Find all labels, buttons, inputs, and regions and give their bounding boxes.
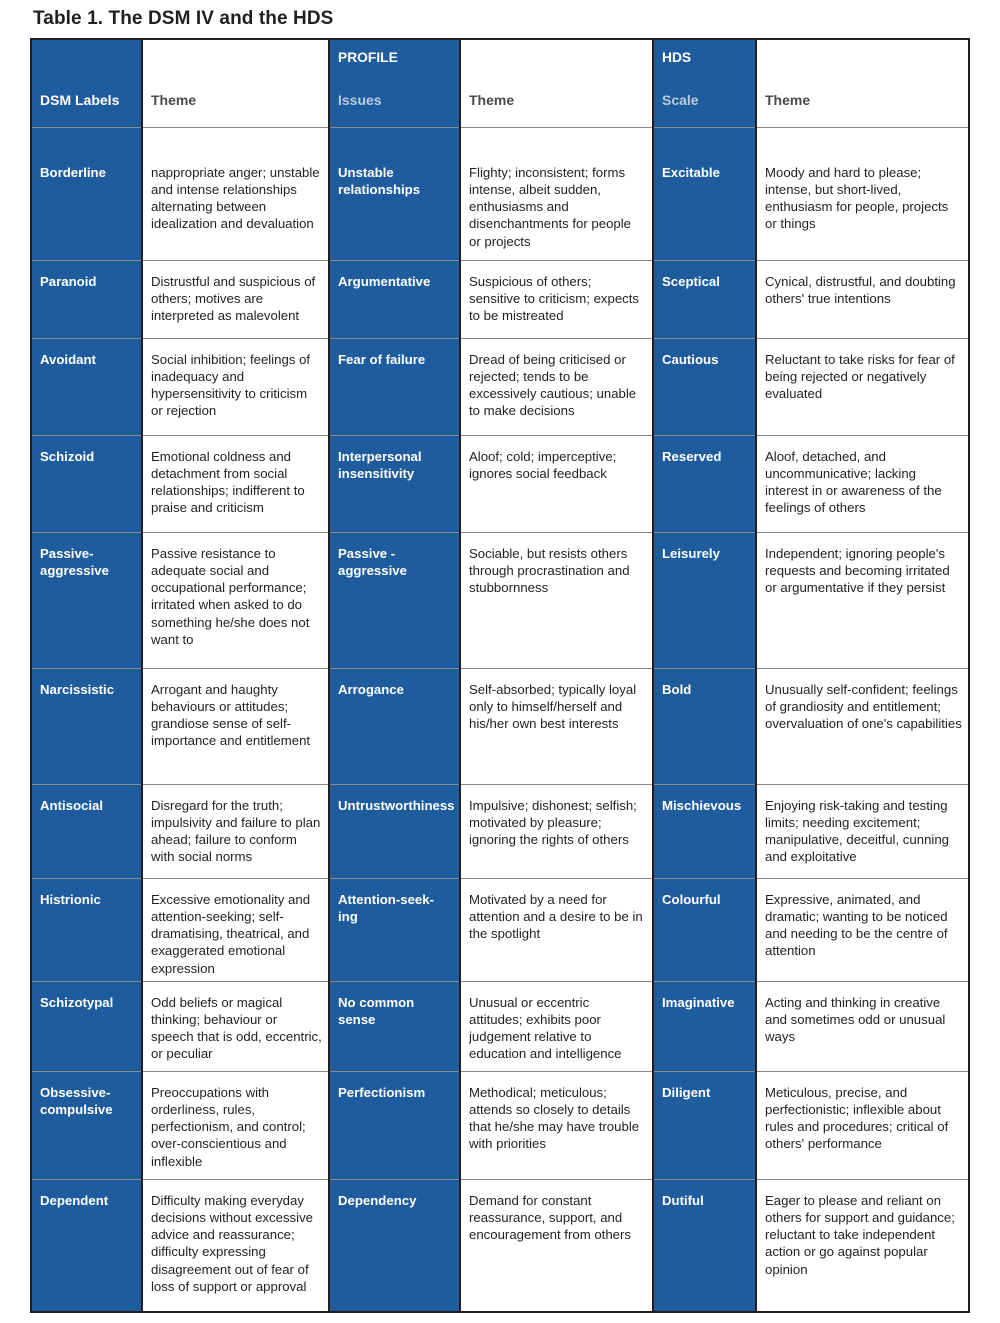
profile-theme-cell: Flighty; inconsistent; forms intense, albeit sudden, enthusiasms and disenchantments for people or projects (460, 127, 653, 260)
dsm-theme-cell: Difficulty making everyday decisions without excessive advice and reassurance; difficulty expressing disagreement out of fear of loss of support or approval (142, 1179, 329, 1312)
table-row (31, 981, 969, 1071)
dsm-label-cell: Schizoid (31, 435, 142, 532)
profile-theme-cell: Self-absorbed; typically loyal only to himself/herself and his/her own best interests (460, 668, 653, 784)
header-label: Theme (765, 92, 811, 108)
hds-scale-cell: Excitable (653, 127, 756, 260)
profile-theme-cell: Motivated by a need for attention and a desire to be in the spotlight (460, 878, 653, 981)
dsm-label-cell: Schizotypal (31, 981, 142, 1071)
hds-theme-cell: Unusually self-confident; feelings of grandiosity and entitlement; overvaluation of one's capabilities (756, 668, 969, 784)
hds-theme-cell: Independent; ignoring people's requests and becoming irritated or argumentative if they persist (756, 532, 969, 668)
dsm-theme-cell: nappropriate anger; unstable and intense relationships alternating between idealization and devaluation (142, 127, 329, 260)
profile-theme-cell: Demand for constant reassurance, support, and encouragement from others (460, 1179, 653, 1312)
dsm-theme-cell: Emotional coldness and detachment from social relationships; indifferent to praise and criticism (142, 435, 329, 532)
hds-theme-cell: Expressive, animated, and dramatic; wanting to be noticed and needing to be the centre of attention (756, 878, 969, 981)
profile-theme-cell: Methodical; meticulous; attends so closely to details that he/she may have trouble with priorities (460, 1071, 653, 1179)
hds-theme-cell: Enjoying risk-taking and testing limits; needing excitement; manipulative, deceitful, cunning and exploitative (756, 784, 969, 878)
table-row (31, 435, 969, 532)
header-group-label: PROFILE (338, 50, 398, 65)
hds-theme-cell: Meticulous, precise, and perfectionistic; inflexible about rules and procedures; critical of others' performance (756, 1071, 969, 1179)
dsm-label-cell: Obsessive-compulsive (31, 1071, 142, 1179)
header-label: Issues (338, 92, 382, 108)
table-row (31, 532, 969, 668)
profile-issue-cell: Arrogance (329, 668, 460, 784)
profile-theme-cell: Sociable, but resists others through procrastination and stubbornness (460, 532, 653, 668)
profile-theme-cell: Aloof; cold; imperceptive; ignores social feedback (460, 435, 653, 532)
profile-issue-cell: Argumentative (329, 260, 460, 338)
hds-scale-cell: Leisurely (653, 532, 756, 668)
dsm-theme-cell: Disregard for the truth; impulsivity and failure to plan ahead; failure to conform with social norms (142, 784, 329, 878)
header-dsm-theme (142, 39, 329, 127)
profile-issue-cell: Attention-seek-ing (329, 878, 460, 981)
header-row (31, 39, 969, 127)
dsm-theme-cell: Social inhibition; feelings of inadequacy and hypersensitivity to criticism or rejection (142, 338, 329, 435)
dsm-label-cell: Histrionic (31, 878, 142, 981)
hds-theme-cell: Acting and thinking in creative and sometimes odd or unusual ways (756, 981, 969, 1071)
hds-theme-cell: Eager to please and reliant on others for support and guidance; reluctant to take independent action or go against popular opinion (756, 1179, 969, 1312)
profile-issue-cell: Perfectionism (329, 1071, 460, 1179)
hds-scale-cell: Colourful (653, 878, 756, 981)
header-label: Theme (469, 92, 515, 108)
table-title: Table 1. The DSM IV and the HDS (33, 8, 334, 29)
table-row (31, 260, 969, 338)
hds-scale-cell: Bold (653, 668, 756, 784)
hds-theme-cell: Moody and hard to please; intense, but short-lived, enthusiasm for people, projects or things (756, 127, 969, 260)
profile-theme-cell: Impulsive; dishonest; selfish; motivated by pleasure; ignoring the rights of others (460, 784, 653, 878)
header-label: Theme (151, 92, 197, 108)
table-row (31, 127, 969, 260)
dsm-label-cell: Dependent (31, 1179, 142, 1312)
profile-issue-cell: Interpersonal insensitivity (329, 435, 460, 532)
dsm-theme-cell: Passive resistance to adequate social and occupational performance; irritated when asked to do something he/she does not want to (142, 532, 329, 668)
dsm-label-cell: Paranoid (31, 260, 142, 338)
header-hds-theme (756, 39, 969, 127)
hds-scale-cell: Sceptical (653, 260, 756, 338)
dsm-label-cell: Avoidant (31, 338, 142, 435)
hds-scale-cell: Imaginative (653, 981, 756, 1071)
hds-scale-cell: Mischievous (653, 784, 756, 878)
dsm-theme-cell: Preoccupations with orderliness, rules, perfectionism, and control; over-conscientious and inflexible (142, 1071, 329, 1179)
profile-theme-cell: Unusual or eccentric attitudes; exhibits poor judgement relative to education and intelligence (460, 981, 653, 1071)
header-hds-scale (653, 39, 756, 127)
header-group-label: HDS (662, 50, 692, 65)
dsm-label-cell: Passive-aggressive (31, 532, 142, 668)
profile-issue-cell: Passive - aggressive (329, 532, 460, 668)
dsm-theme-cell: Distrustful and suspicious of others; motives are interpreted as malevolent (142, 260, 329, 338)
header-label: DSM Labels (40, 92, 120, 108)
dsm-theme-cell: Arrogant and haughty behaviours or attitudes; grandiose sense of self-importance and entitlement (142, 668, 329, 784)
dsm-label-cell: Antisocial (31, 784, 142, 878)
hds-theme-cell: Reluctant to take risks for fear of being rejected or negatively evaluated (756, 338, 969, 435)
table-row (31, 338, 969, 435)
table-row (31, 878, 969, 981)
profile-issue-cell: No common sense (329, 981, 460, 1071)
hds-scale-cell: Reserved (653, 435, 756, 532)
hds-theme-cell: Cynical, distrustful, and doubting others' true intentions (756, 260, 969, 338)
profile-issue-cell: Untrustworthiness (329, 784, 460, 878)
profile-issue-cell: Unstable relationships (329, 127, 460, 260)
dsm-label-cell: Borderline (31, 127, 142, 260)
hds-scale-cell: Diligent (653, 1071, 756, 1179)
dsm-hds-table (30, 38, 970, 1313)
hds-theme-cell: Aloof, detached, and uncommunicative; lacking interest in or awareness of the feelings of others (756, 435, 969, 532)
table-row (31, 1071, 969, 1179)
header-dsm-labels (31, 39, 142, 127)
table-row (31, 1179, 969, 1312)
dsm-theme-cell: Excessive emotionality and attention-seeking; self-dramatising, theatrical, and exaggerated emotional expression (142, 878, 329, 981)
table-row (31, 784, 969, 878)
header-profile-issues (329, 39, 460, 127)
dsm-label-cell: Narcissistic (31, 668, 142, 784)
hds-scale-cell: Dutiful (653, 1179, 756, 1312)
profile-issue-cell: Fear of failure (329, 338, 460, 435)
table-row (31, 668, 969, 784)
header-label: Scale (662, 92, 699, 108)
profile-theme-cell: Suspicious of others; sensitive to criticism; expects to be mistreated (460, 260, 653, 338)
hds-scale-cell: Cautious (653, 338, 756, 435)
dsm-theme-cell: Odd beliefs or magical thinking; behaviour or speech that is odd, eccentric, or peculiar (142, 981, 329, 1071)
header-profile-theme (460, 39, 653, 127)
profile-theme-cell: Dread of being criticised or rejected; tends to be excessively cautious; unable to make decisions (460, 338, 653, 435)
profile-issue-cell: Dependency (329, 1179, 460, 1312)
